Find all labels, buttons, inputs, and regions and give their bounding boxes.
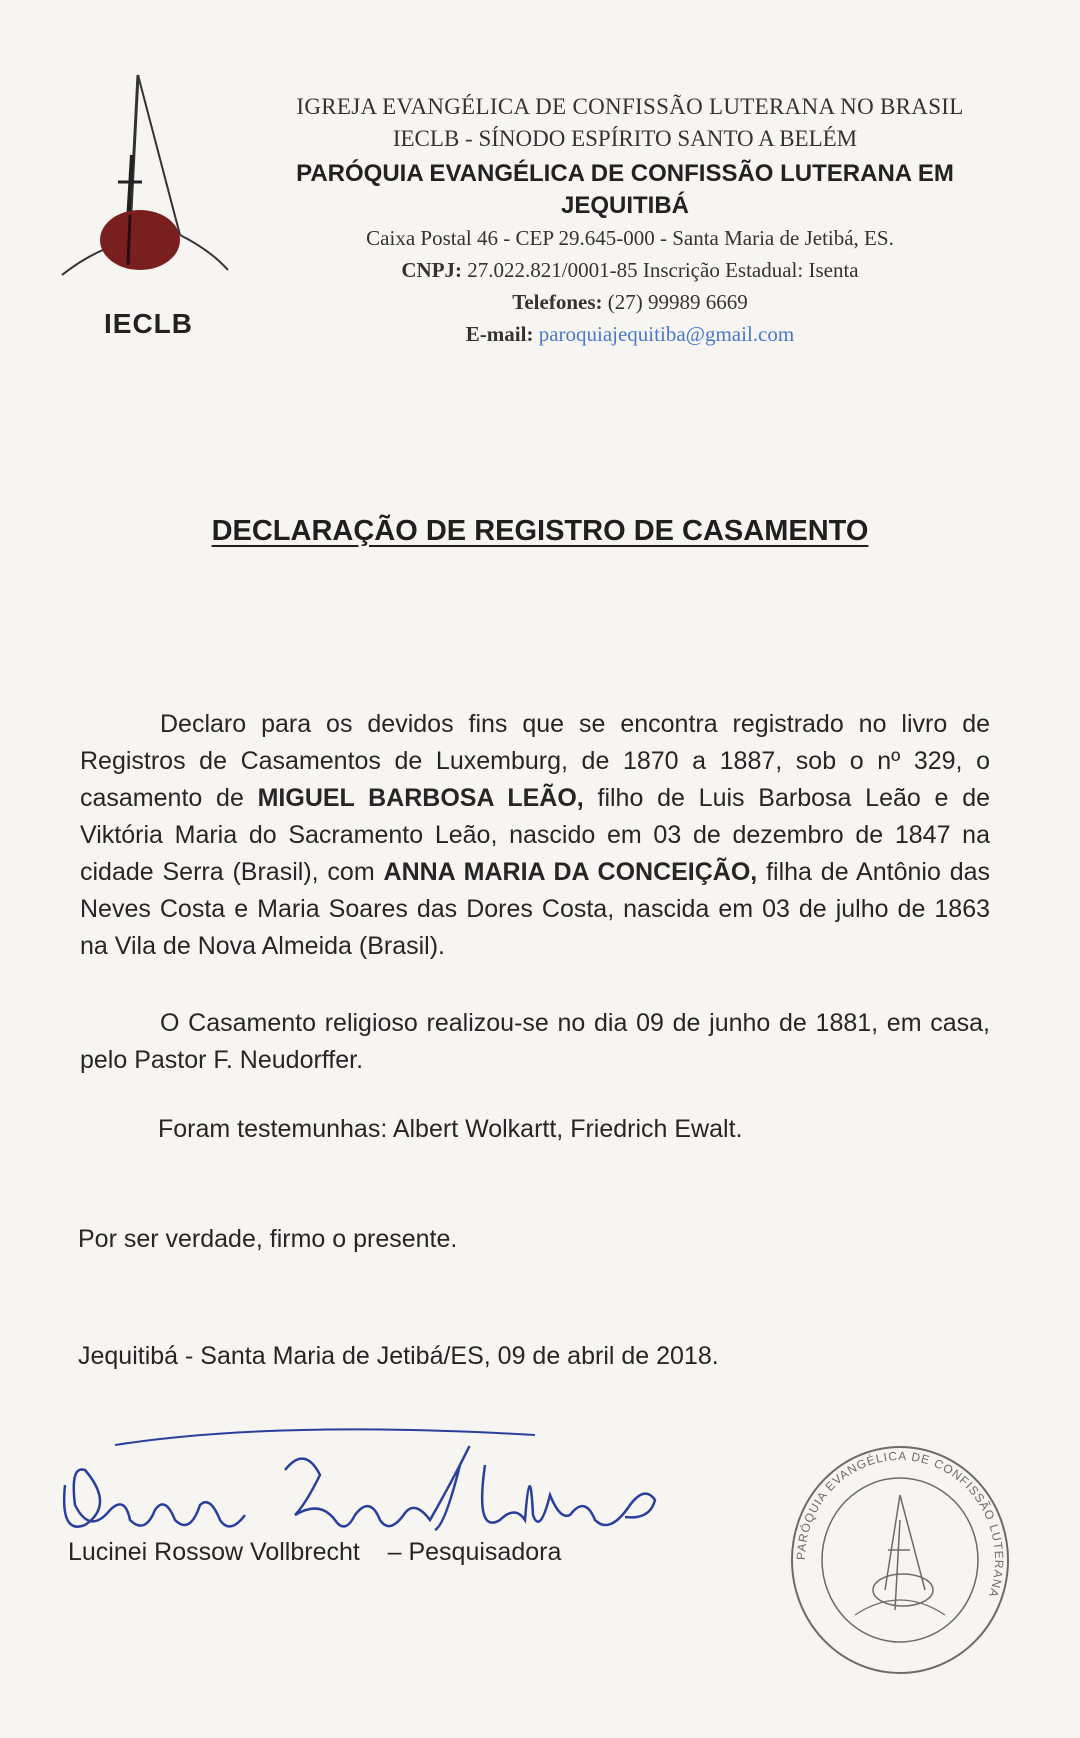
declaration-paragraph: [80, 706, 990, 965]
email-link[interactable]: paroquiajequitiba@gmail.com: [538, 322, 795, 346]
seal-text: PARÓQUIA EVANGÉLICA DE CONFISSÃO LUTERANA: [793, 1448, 1007, 1600]
paragraph-text-b: filho de Luis Barbosa Leão e de Viktória Maria do Sacramento Leão, nascido em 03 de dezembro de 1847 na cidade Serra (Brasil), com: [80, 784, 991, 886]
paragraph-text-a: Declaro para os devidos fins que se encontra registrado no livro de Registros de Casamentos de Luxemburg, de 1870 a 1887, sob o nº 329, o casamento de: [80, 710, 990, 812]
church-name: IGREJA EVANGÉLICA DE CONFISSÃO LUTERANA NO BRASIL: [296, 94, 964, 119]
parish-name-city: JEQUITIBÁ: [560, 192, 689, 219]
cnpj-value: 27.022.821/0001-85 Inscrição Estadual: Isenta: [467, 258, 859, 282]
logo-caption: IECLB: [104, 308, 193, 339]
cnpj-line: [250, 258, 1010, 283]
place-date: Jequitibá - Santa Maria de Jetibá/ES, 09 de abril de 2018.: [78, 1342, 719, 1370]
witnesses-line: Foram testemunhas: Albert Wolkartt, Friedrich Ewalt.: [158, 1115, 743, 1143]
paragraph-text-c: filha de Antônio das Neves Costa e Maria Soares das Dores Costa, nascida em 03 de julho de 1863 na Vila de Nova Almeida (Brasil).: [80, 858, 991, 960]
signatory: [68, 1538, 561, 1567]
ceremony-paragraph: [80, 1005, 990, 1079]
affirmation-line: Por ser verdade, firmo o presente.: [78, 1225, 458, 1253]
parish-name: PARÓQUIA EVANGÉLICA DE CONFISSÃO LUTERANA EM: [296, 160, 954, 187]
handwritten-signature: [55, 1425, 675, 1555]
signatory-name: Lucinei Rossow Vollbrecht: [68, 1538, 360, 1566]
signatory-role: – Pesquisadora: [387, 1538, 562, 1566]
bride-name: ANNA MARIA DA CONCEIÇÃO,: [383, 858, 758, 886]
phone-line: [250, 290, 1010, 315]
email-line: [250, 322, 1010, 347]
ieclb-logo-icon: [60, 70, 230, 285]
document-title: DECLARAÇÃO DE REGISTRO DE CASAMENTO: [211, 515, 869, 547]
cnpj-label: CNPJ:: [401, 258, 463, 282]
phone-label: Telefones:: [512, 290, 603, 314]
parish-seal-icon: [785, 1440, 1015, 1680]
groom-name: MIGUEL BARBOSA LEÃO,: [257, 784, 584, 812]
phone-value: (27) 99989 6669: [607, 290, 748, 314]
synod-name: IECLB - SÍNODO ESPÍRITO SANTO A BELÉM: [392, 126, 858, 151]
postal-address: Caixa Postal 46 - CEP 29.645-000 - Santa Maria de Jetibá, ES.: [366, 226, 894, 250]
ceremony-text: O Casamento religioso realizou-se no dia 09 de junho de 1881, em casa, pelo Pastor F. Neudorffer.: [80, 1009, 990, 1074]
email-label: E-mail:: [465, 322, 534, 346]
